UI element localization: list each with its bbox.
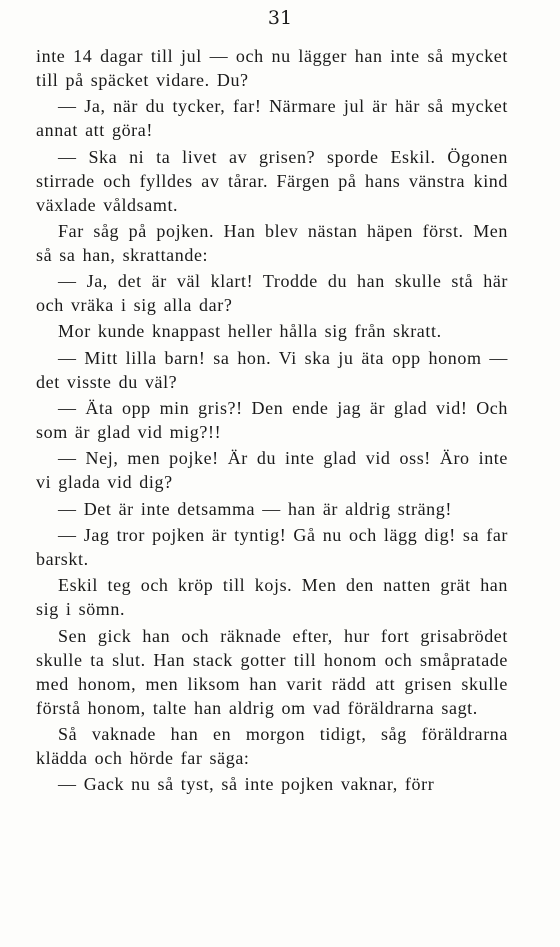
paragraph-3: — Ska ni ta livet av grisen? sporde Eskil. Ögonen stirrade och fylldes av tårar. Färgen på hans vänstra kind växlade våldsamt. (36, 146, 508, 215)
paragraph-12: Eskil teg och kröp till kojs. Men den natten grät han sig i sömn. (36, 575, 508, 620)
paragraph-10: — Det är inte detsamma — han är aldrig sträng! (58, 498, 452, 519)
paragraph-6: Mor kunde knappast heller hålla sig från skratt. (58, 321, 442, 342)
paragraph-11: — Jag tror pojken är tyntig! Gå nu och lägg dig! sa far barskt. (36, 524, 508, 569)
paragraph-14: Så vaknade han en morgon tidigt, såg föräldrarna klädda och hörde far säga: (36, 723, 508, 768)
body-text (36, 44, 508, 796)
paragraph-9: — Nej, men pojke! Är du inte glad vid oss! Äro inte vi glada vid dig? (36, 448, 508, 493)
paragraph-7: — Mitt lilla barn! sa hon. Vi ska ju äta opp honom — det visste du väl? (36, 347, 508, 392)
paragraph-4: Far såg på pojken. Han blev nästan häpen först. Men så sa han, skrattande: (36, 220, 508, 265)
page-number: 31 (267, 7, 293, 29)
paragraph-13: Sen gick han och räknade efter, hur fort grisabrödet skulle ta slut. Han stack gotter till honom och småpratade med honom, men liksom han varit rädd att grisen skulle förstå honom, talte han aldrig om vad föräldrarna sagt. (36, 625, 508, 718)
paragraph-15: — Gack nu så tyst, så inte pojken vaknar, förr (58, 774, 435, 795)
paragraph-8: — Äta opp min gris?! Den ende jag är glad vid! Och som är glad vid mig?!! (36, 398, 508, 443)
paragraph-5: — Ja, det är väl klart! Trodde du han skulle stå här och vräka i sig alla dar? (36, 271, 508, 316)
paragraph-1: inte 14 dagar till jul — och nu lägger han inte så mycket till på späcket vidare. Du? (36, 46, 508, 90)
paragraph-2: — Ja, när du tycker, far! Närmare jul är här så mycket annat att göra! (36, 96, 508, 141)
